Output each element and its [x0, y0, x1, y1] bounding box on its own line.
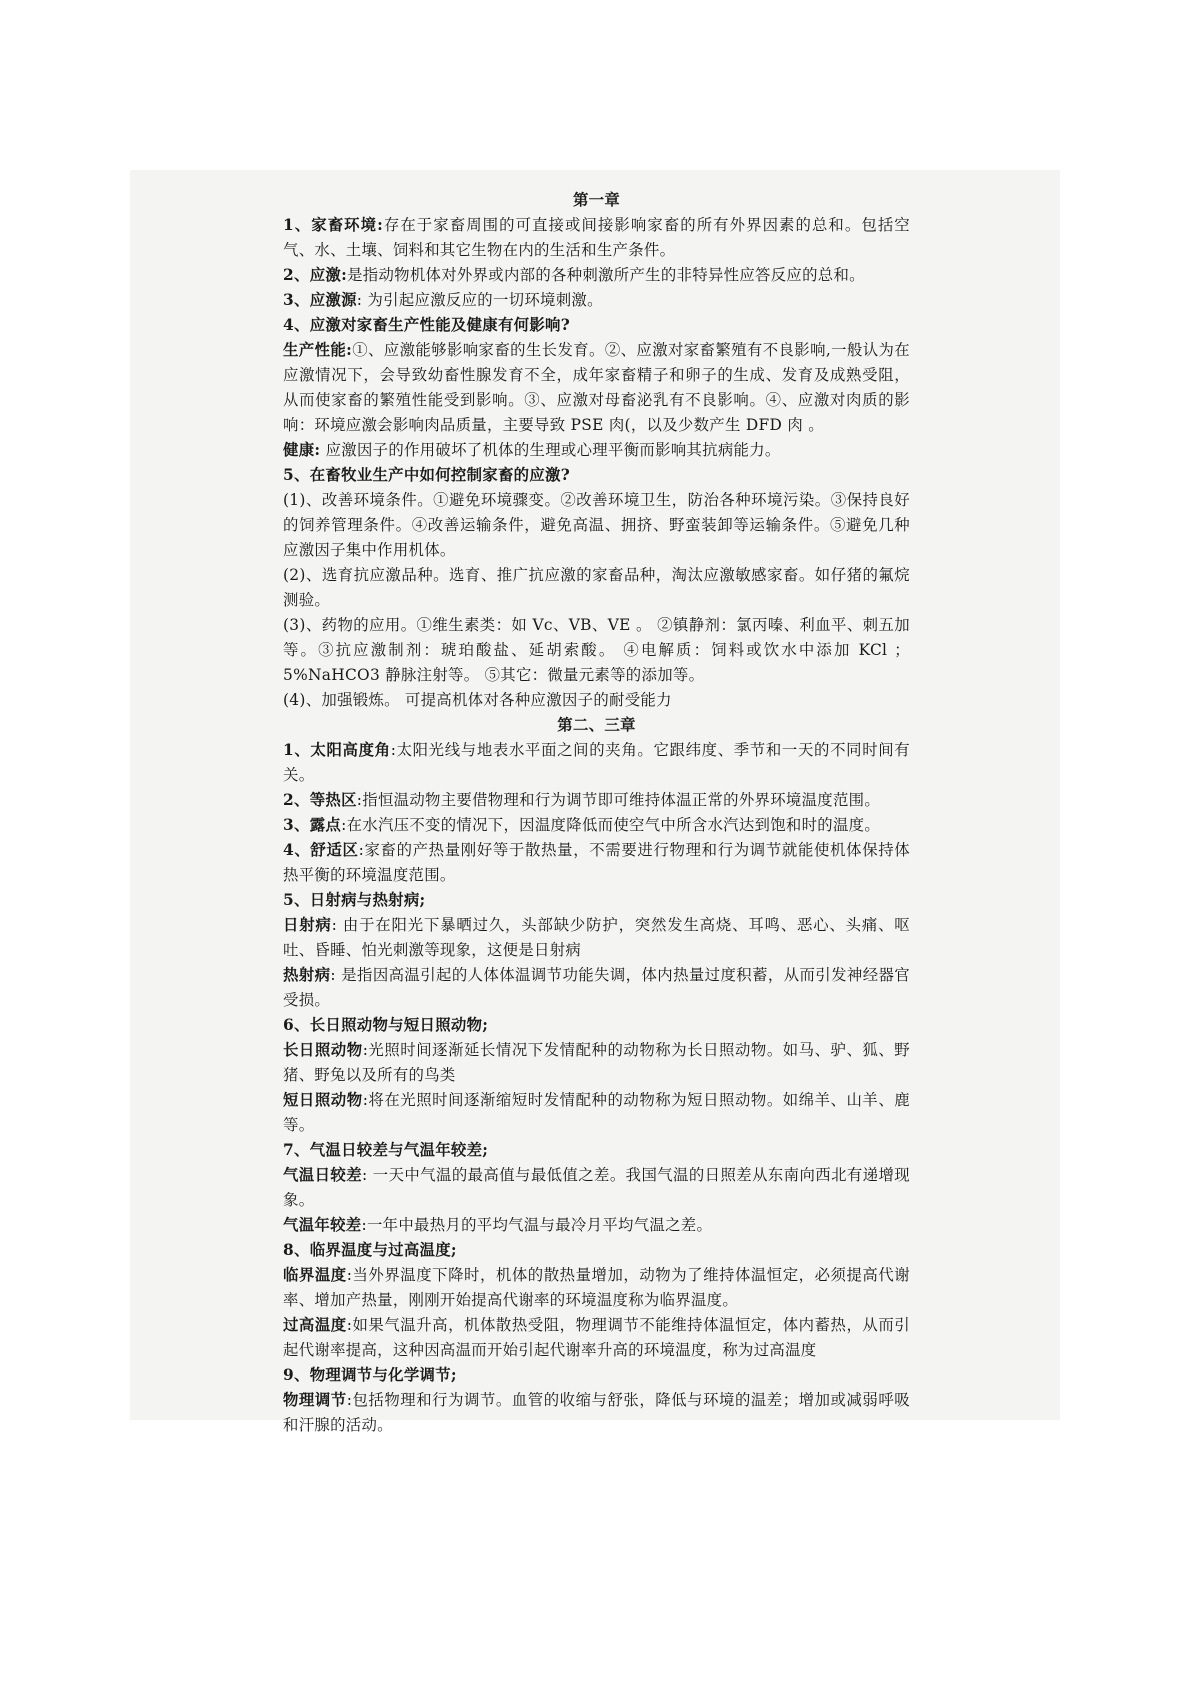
term-label: 过高温度 [283, 1316, 347, 1334]
answer-paragraph [283, 1038, 910, 1088]
definition-text: :在水汽压不变的情况下，因温度降低而使空气中所含水汽达到饱和时的温度。 [341, 816, 881, 834]
question-heading: 7、气温日较差与气温年较差; [283, 1141, 489, 1159]
answer-text: ①、应激能够影响家畜的生长发育。②、应激对家畜繁殖有不良影响,一般认为在应激情况下，会导致幼畜性腺发育不全，成年家畜精子和卵子的生成、发育及成熟受阻，从而使家畜的繁殖性能受到影响。③、应激对母畜泌乳有不良影响。④、应激对肉质的影响：环境应激会影响肉品质量，主要导致 PSE 肉(，以及少数产生 DFD 肉 。 [283, 341, 910, 434]
answer-paragraph [283, 1088, 910, 1138]
definition-text: 存在于家畜周围的可直接或间接影响家畜的所有外界因素的总和。包括空气、水、土壤、饲料和其它生物在内的生活和生产条件。 [283, 216, 910, 259]
answer-text: :如果气温升高，机体散热受阻，物理调节不能维持体温恒定，体内蓄热，从而引起代谢率提高，这种因高温而开始引起代谢率升高的环境温度，称为过高温度 [283, 1316, 910, 1359]
question-heading: 8、临界温度与过高温度; [283, 1241, 457, 1259]
term-label: 1、家畜环境: [283, 216, 384, 234]
term-label: 日射病 [283, 916, 332, 934]
definition-paragraph [283, 838, 910, 888]
term-label: 1、太阳高度角 [283, 741, 391, 759]
definition-paragraph [283, 213, 910, 263]
answer-text: : 一天中气温的最高值与最低值之差。我国气温的日照差从东南向西北有递增现象。 [283, 1166, 910, 1209]
answer-text: :包括物理和行为调节。血管的收缩与舒张，降低与环境的温差；增加或减弱呼吸和汗腺的活动。 [283, 1391, 910, 1434]
answer-paragraph: (1)、改善环境条件。①避免环境骤变。②改善环境卫生，防治各种环境污染。③保持良好的饲养管理条件。④改善运输条件，避免高温、拥挤、野蛮装卸等运输条件。⑤避免几种应激因子集中作用机体。 [283, 491, 910, 559]
answer-text: : 由于在阳光下暴晒过久，头部缺少防护，突然发生高烧、耳鸣、恶心、头痛、呕吐、昏睡、怕光刺激等现象，这便是日射病 [283, 916, 910, 959]
question-heading: 4、应激对家畜生产性能及健康有何影响? [283, 316, 571, 334]
answer-paragraph [283, 913, 910, 963]
term-label: 3、露点 [283, 816, 342, 834]
chapter-title: 第二、三章 [557, 716, 636, 734]
answer-text: :将在光照时间逐渐缩短时发情配种的动物称为短日照动物。如绵羊、山羊、鹿等。 [283, 1091, 910, 1134]
answer-paragraph [283, 1163, 910, 1213]
term-label: 气温年较差 [283, 1216, 362, 1234]
answer-paragraph [283, 1388, 910, 1438]
answer-text: :一年中最热月的平均气温与最冷月平均气温之差。 [361, 1216, 713, 1234]
definition-text: :指恒温动物主要借物理和行为调节即可维持体温正常的外界环境温度范围。 [356, 791, 881, 809]
answer-text: :当外界温度下降时，机体的散热量增加，动物为了维持体温恒定，必须提高代谢率、增加产热量，刚刚开始提高代谢率的环境温度称为临界温度。 [283, 1266, 910, 1309]
term-label: 物理调节 [283, 1391, 347, 1409]
answer-paragraph [283, 438, 910, 463]
chapter-title: 第一章 [572, 191, 621, 209]
term-label: 短日照动物 [283, 1091, 363, 1109]
definition-text: :太阳光线与地表水平面之间的夹角。它跟纬度、季节和一天的不同时间有关。 [283, 741, 910, 784]
definition-paragraph [283, 263, 910, 288]
answer-paragraph: (2)、选育抗应激品种。选育、推广抗应激的家畜品种，淘汰应激敏感家畜。如仔猪的氟烷测验。 [283, 566, 910, 609]
definition-text: : 为引起应激反应的一切环境刺激。 [356, 291, 603, 309]
question-heading: 5、在畜牧业生产中如何控制家畜的应激? [283, 466, 571, 484]
term-label: 3、应激源 [283, 291, 357, 309]
answer-paragraph: (3)、药物的应用。①维生素类：如 Vc、VB、VE 。 ②镇静剂：氯丙嗪、利血平、刺五加等。③抗应激制剂：琥珀酸盐、延胡索酸。 ④电解质：饲料或饮水中添加 KCl ；5%NaHCO3 静脉注射等。 ⑤其它：微量元素等的添加等。 [283, 616, 910, 684]
question-heading: 5、日射病与热射病; [283, 891, 426, 909]
term-label: 气温日较差 [283, 1166, 363, 1184]
definition-paragraph [283, 738, 910, 788]
answer-text: :光照时间逐渐延长情况下发情配种的动物称为长日照动物。如马、驴、狐、野猪、野兔以及所有的鸟类 [283, 1041, 910, 1084]
definition-paragraph [283, 288, 910, 313]
definition-text: :家畜的产热量刚好等于散热量，不需要进行物理和行为调节就能使机体保持体热平衡的环境温度范围。 [283, 841, 910, 884]
question-heading: 9、物理调节与化学调节; [283, 1366, 457, 1384]
answer-paragraph [283, 1213, 910, 1238]
answer-paragraph [283, 338, 910, 438]
term-label: 4、舒适区 [283, 841, 359, 859]
answer-text: 应激因子的作用破坏了机体的生理或心理平衡而影响其抗病能力。 [320, 441, 781, 459]
definition-paragraph [283, 788, 910, 813]
definition-text: 是指动物机体对外界或内部的各种刺激所产生的非特异性应答反应的总和。 [347, 266, 865, 284]
term-label: 2、应激: [283, 266, 348, 284]
question-heading: 6、长日照动物与短日照动物; [283, 1016, 489, 1034]
answer-paragraph: (4)、加强锻炼。 可提高机体对各种应激因子的耐受能力 [283, 691, 672, 709]
answer-paragraph [283, 1313, 910, 1363]
term-label: 长日照动物 [283, 1041, 363, 1059]
term-label: 健康: [283, 441, 321, 459]
term-label: 热射病 [283, 966, 331, 984]
answer-paragraph [283, 963, 910, 1013]
term-label: 2、等热区 [283, 791, 357, 809]
definition-paragraph [283, 813, 910, 838]
term-label: 临界温度 [283, 1266, 347, 1284]
answer-text: : 是指因高温引起的人体体温调节功能失调，体内热量过度积蓄，从而引发神经器官受损。 [283, 966, 911, 1009]
document-page [283, 188, 910, 1438]
term-label: 生产性能: [283, 341, 353, 359]
answer-paragraph [283, 1263, 910, 1313]
